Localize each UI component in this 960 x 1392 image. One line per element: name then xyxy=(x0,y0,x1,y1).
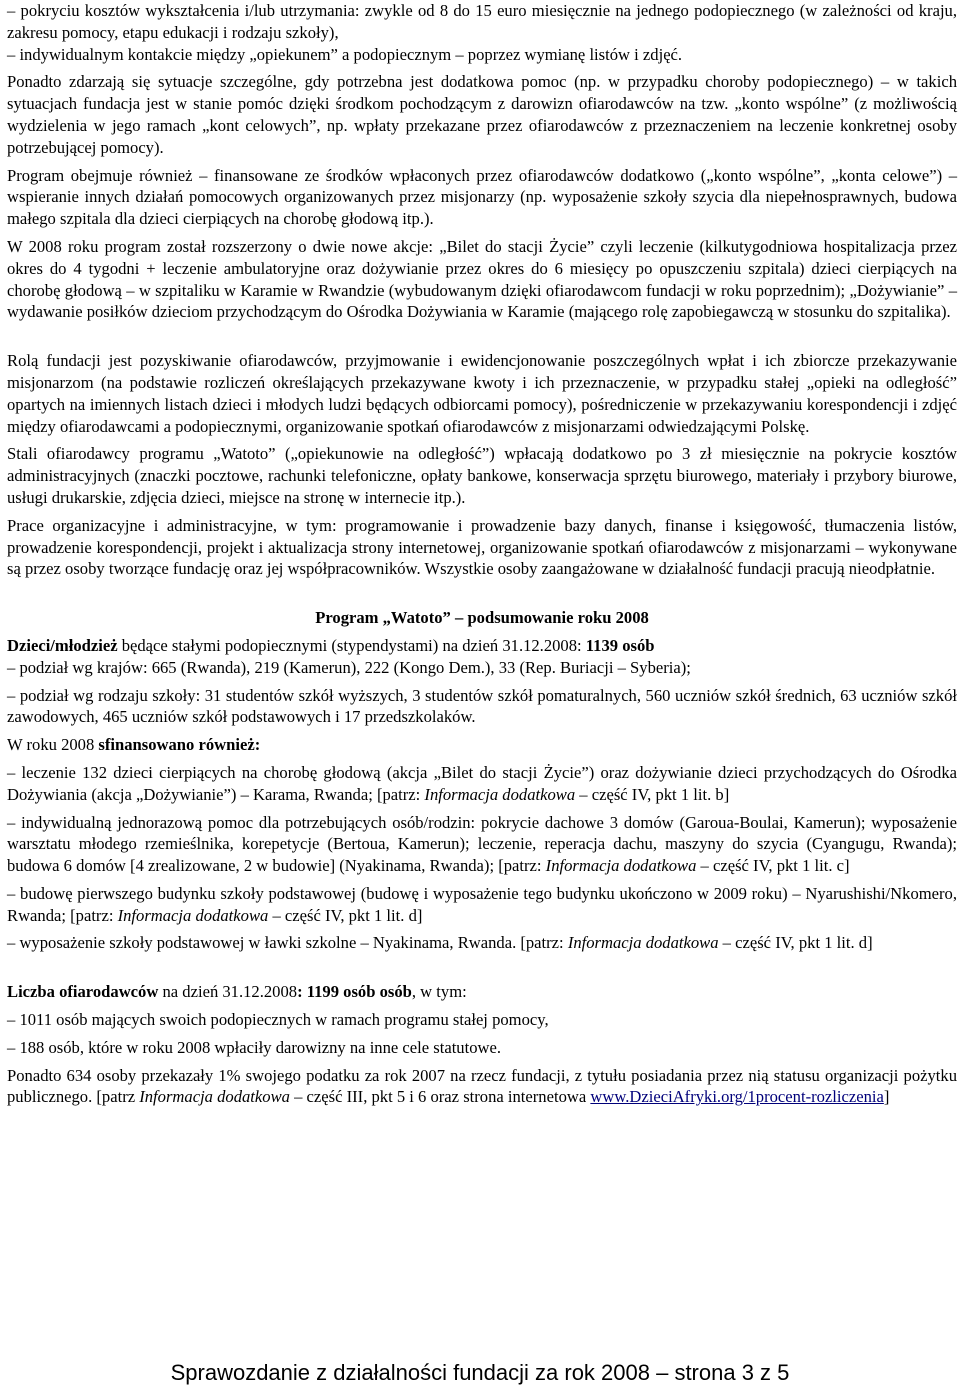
tax-settlement-link[interactable]: www.DzieciAfryki.org/1procent-rozliczenia xyxy=(590,1087,884,1107)
intro-line-contact: – indywidualnym kontakcie między „opiekunem” a podopiecznym – poprzez wymianę listów i zdjęć. xyxy=(7,44,683,64)
split-by-country: – podział wg krajów: 665 (Rwanda), 219 (Kamerun), 222 (Kongo Dem.), 33 (Rep. Buriacji – Syberia); xyxy=(7,657,691,677)
item2-ref: część IV, pkt 1 lit. c] xyxy=(712,856,850,876)
children-summary xyxy=(7,635,957,657)
financed-item-individual-help xyxy=(7,812,957,877)
paragraph-special-situations: Ponadto zdarzają się sytuacje szczególne, gdy potrzebna jest dodatkowa pomoc (np. w przypadku choroby podopiecznego) – w takich sytuacjach fundacja jest w stanie pomóc dzięki środkom pochodzącym z darowizn ofiarodawców na tzw. „konto wspólne” (z możliwością wydzielenia w jego ramach „kont celowych”, np. wpłaty przekazane przez ofiarodawców z przeznaczeniem na leczenie konkretnej osoby potrzebującej pomocy). xyxy=(7,72,957,157)
donors-text: na dzień 31.12.2008 xyxy=(158,982,298,1002)
item4-text: – wyposażenie szkoły podstawowej w ławki szkolne – Nyakinama, Rwanda. [patrz: xyxy=(7,933,568,953)
tax-percent-paragraph xyxy=(7,1065,957,1109)
children-text: będące stałymi podopiecznymi (stypendystami) na dzień 31.12.2008: xyxy=(117,635,586,655)
tax-end: ] xyxy=(883,1087,890,1107)
page-footer: Sprawozdanie z działalności fundacji za rok 2008 – strona 3 z 5 xyxy=(170,1360,790,1385)
item1-info: Informacja dodatkowa xyxy=(424,784,576,804)
donors-label: Liczba ofiarodawców xyxy=(7,982,159,1002)
paragraph-regular-donors: Stali ofiarodawcy programu „Watoto” („opiekunowie na odległość”) wpłacają dodatkowo po 3 zł miesięcznie na pokrycie kosztów administracyjnych (znaczki pocztowe, rachunki telefoniczne, opłaty bankowe, konserwacja sprzętu biurowego, materiały i przybory biurowe, usługi drukarskie, zdjęcia dzieci, miejsce na stronę w internecie itp.). xyxy=(7,444,957,507)
financed-bold: sfinansowano również: xyxy=(98,735,261,755)
item2-info: Informacja dodatkowa xyxy=(545,856,697,876)
children-label: Dzieci/młodzież xyxy=(7,635,118,655)
donors-tail: , w tym: xyxy=(411,982,467,1002)
tax-mid: – część III, pkt 5 i 6 oraz strona internetowa xyxy=(289,1087,591,1107)
donors-other-line: – 188 osób, które w roku 2008 wpłaciły darowizny na inne cele statutowe. xyxy=(7,1037,502,1057)
paragraph-organizational-work: Prace organizacyjne i administracyjne, w tym: programowanie i prowadzenie bazy danych, finanse i księgowość, tłumaczenia listów, prowadzenie korespondencji, projekt i aktualizacja strony internetowej, organizowanie spotkań ofiarodawców z misjonarzami – wykonywane są przez osoby tworzące fundację oraz jej współpracowników. Wszystkie osoby zaangażowane w działalność fundacji pracują nieodpłatnie. xyxy=(7,515,957,579)
item2-dash: – xyxy=(696,856,713,876)
item4-ref: część IV, pkt 1 lit. d] xyxy=(735,933,873,953)
item3-text: – budowę pierwszego budynku szkoły podstawowej (budowę i wyposażenie tego budynku ukończono w 2009 roku) – Nyarushishi/Nkomero, Rwanda; [patrz: xyxy=(7,883,957,925)
paragraph-2008-extension: W 2008 roku program został rozszerzony o dwie nowe akcje: „Bilet do stacji Życie” czyli leczenie (kilkutygodniowa hospitalizacja przez okres do 4 tygodni + leczenie ambulatoryjne oraz dożywianie przez okres do 6 miesięcy po opuszczeniu szpitala) dzieci cierpiących na chorobę głodową – w szpitaliku w Karamie w Rwandzie (wybudowanym dzięki ofiarodawcom fundacji w roku poprzednim); „Dożywianie” – wydawanie posiłków dzieciom przychodzącym do Ośrodka Dożywiania w Karamie (mającego rolę zapobiegawczą w stosunku do szpitalika). xyxy=(7,236,957,322)
summary-heading: Program „Watoto” – podsumowanie roku 2008 xyxy=(315,608,649,628)
item3-dash: – xyxy=(268,905,285,925)
children-count: 1139 osób xyxy=(585,635,655,655)
intro-line-costs: – pokryciu kosztów wykształcenia i/lub utrzymania: zwykle od 8 do 15 euro miesięcznie na jednego podopiecznego (w zależności od kraju, zakresu pomocy, etapu edukacji i rodzaju szkoły), xyxy=(7,1,957,42)
financed-item-school-building xyxy=(7,883,957,927)
item4-info: Informacja dodatkowa xyxy=(567,933,719,953)
tax-text: Ponadto 634 osoby przekazały 1% swojego podatku za rok 2007 na rzecz fundacji, z tytułu posiadania przez nią statusu organizacji pożytku publicznego. [patrz xyxy=(7,1065,957,1107)
financed-intro xyxy=(7,734,957,756)
financed-item-treatment xyxy=(7,762,957,806)
item3-info: Informacja dodatkowa xyxy=(117,905,269,925)
donors-regular-line: – 1011 osób mających swoich podopiecznych w ramach programu stałej pomocy, xyxy=(7,1010,549,1030)
split-by-school: – podział wg rodzaju szkoły: 31 studentów szkół wyższych, 3 studentów szkół pomaturalnych, 560 uczniów szkół średnich, 63 uczniów szkół zawodowych, 465 uczniów szkół podstawowych i 17 przedszkolaków. xyxy=(7,685,957,727)
financed-item-school-benches xyxy=(7,932,957,954)
donors-count-line xyxy=(7,981,957,1003)
document-page xyxy=(7,0,957,1114)
item1-text: – leczenie 132 dzieci cierpiących na chorobę głodową (akcja „Bilet do stacji Życie”) oraz dożywianie dzieci przychodzących do Ośrodka Dożywiania (akcja „Dożywianie”) – Karama, Rwanda; [patrz: xyxy=(7,762,957,804)
item4-dash: – xyxy=(718,933,736,953)
donors-count: : 1199 osób osób xyxy=(297,982,412,1002)
paragraph-foundation-role: Rolą fundacji jest pozyskiwanie ofiarodawców, przyjmowanie i ewidencjonowanie poszczególnych wpłat i ich zbiorcze przekazywanie misjonarzom (na podstawie rozliczeń określających przekazywane kwoty i ich przeznaczenie, w przypadku stałej „opieki na odległość” opartych na imiennych listach dzieci i młodych ludzi będących odbiorcami pomocy), pośredniczenie w przekazywaniu korespondencji i zdjęć między ofiarodawcami a podopiecznymi, organizowanie spotkań ofiarodawców z misjonarzami odwiedzającymi Polskę. xyxy=(7,351,957,436)
financed-prefix: W roku 2008 xyxy=(7,735,99,755)
paragraph-program-scope: Program obejmuje również – finansowane ze środków wpłaconych przez ofiarodawców dodatkowo („konto wspólne”, „konta celowe”) – wspieranie innych działań pomocowych organizowanych przez misjonarzy (np. wyposażenie szkoły szycia dla niepełnosprawnych, budowa małego szpitala dla dzieci cierpiących na chorobę głodową itp.). xyxy=(7,165,957,229)
item1-ref: część IV, pkt 1 lit. b] xyxy=(591,784,730,804)
tax-info: Informacja dodatkowa xyxy=(139,1087,290,1107)
item3-ref: część IV, pkt 1 lit. d] xyxy=(284,905,423,925)
item2-text: – indywidualną jednorazową pomoc dla potrzebujących osób/rodzin: pokrycie dachowe 3 domów (Garoua-Boulai, Kamerun); wyposażenie warsztatu młodego rzemieślnika, korepetycje (Bertoua, Kamerun); leczenie, reperacja dachu, maszyny do szycia (Cyangugu, Rwanda); budowa 6 domów [4 zrealizowane, 2 w budowie] (Nyakinama, Rwanda); [patrz: xyxy=(7,812,957,876)
item1-dash: – xyxy=(575,784,592,804)
